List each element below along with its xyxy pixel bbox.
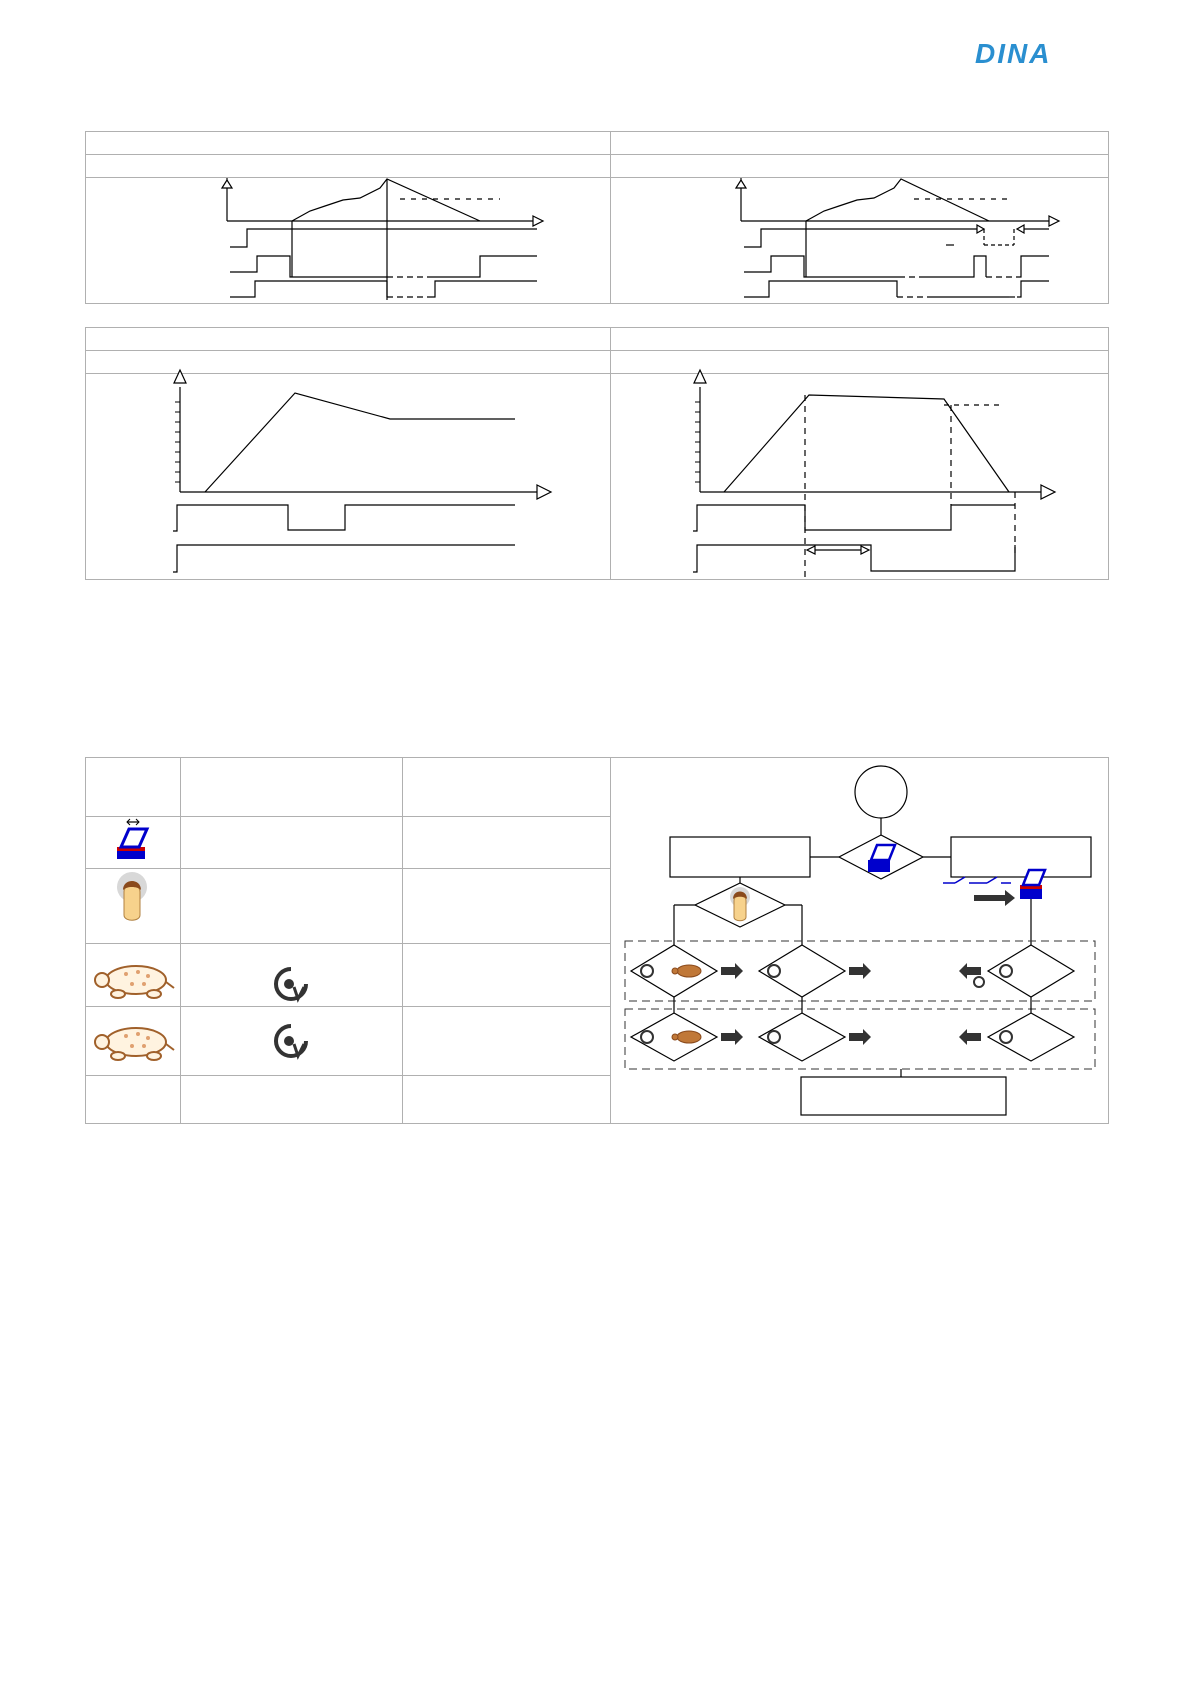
left-box bbox=[670, 837, 810, 877]
door-icon bbox=[115, 817, 151, 861]
dina-logo bbox=[975, 38, 1065, 78]
bottom-box bbox=[801, 1077, 1006, 1115]
timing-diagram-right bbox=[609, 131, 1109, 304]
hand-icon bbox=[115, 870, 149, 928]
flowchart bbox=[609, 757, 1109, 1124]
rotation-icon-1 bbox=[272, 965, 310, 1003]
turtle-icon-2 bbox=[88, 1022, 176, 1062]
start-node bbox=[855, 766, 907, 818]
rotation-icon-2 bbox=[272, 1022, 310, 1060]
right-box bbox=[951, 837, 1091, 877]
turtle-icon-1 bbox=[88, 960, 176, 1000]
speed-diagram-right bbox=[609, 327, 1109, 580]
speed-diagram-left bbox=[85, 327, 609, 580]
logo-text: DINA bbox=[975, 38, 1052, 69]
timing-diagram-left bbox=[85, 131, 609, 304]
